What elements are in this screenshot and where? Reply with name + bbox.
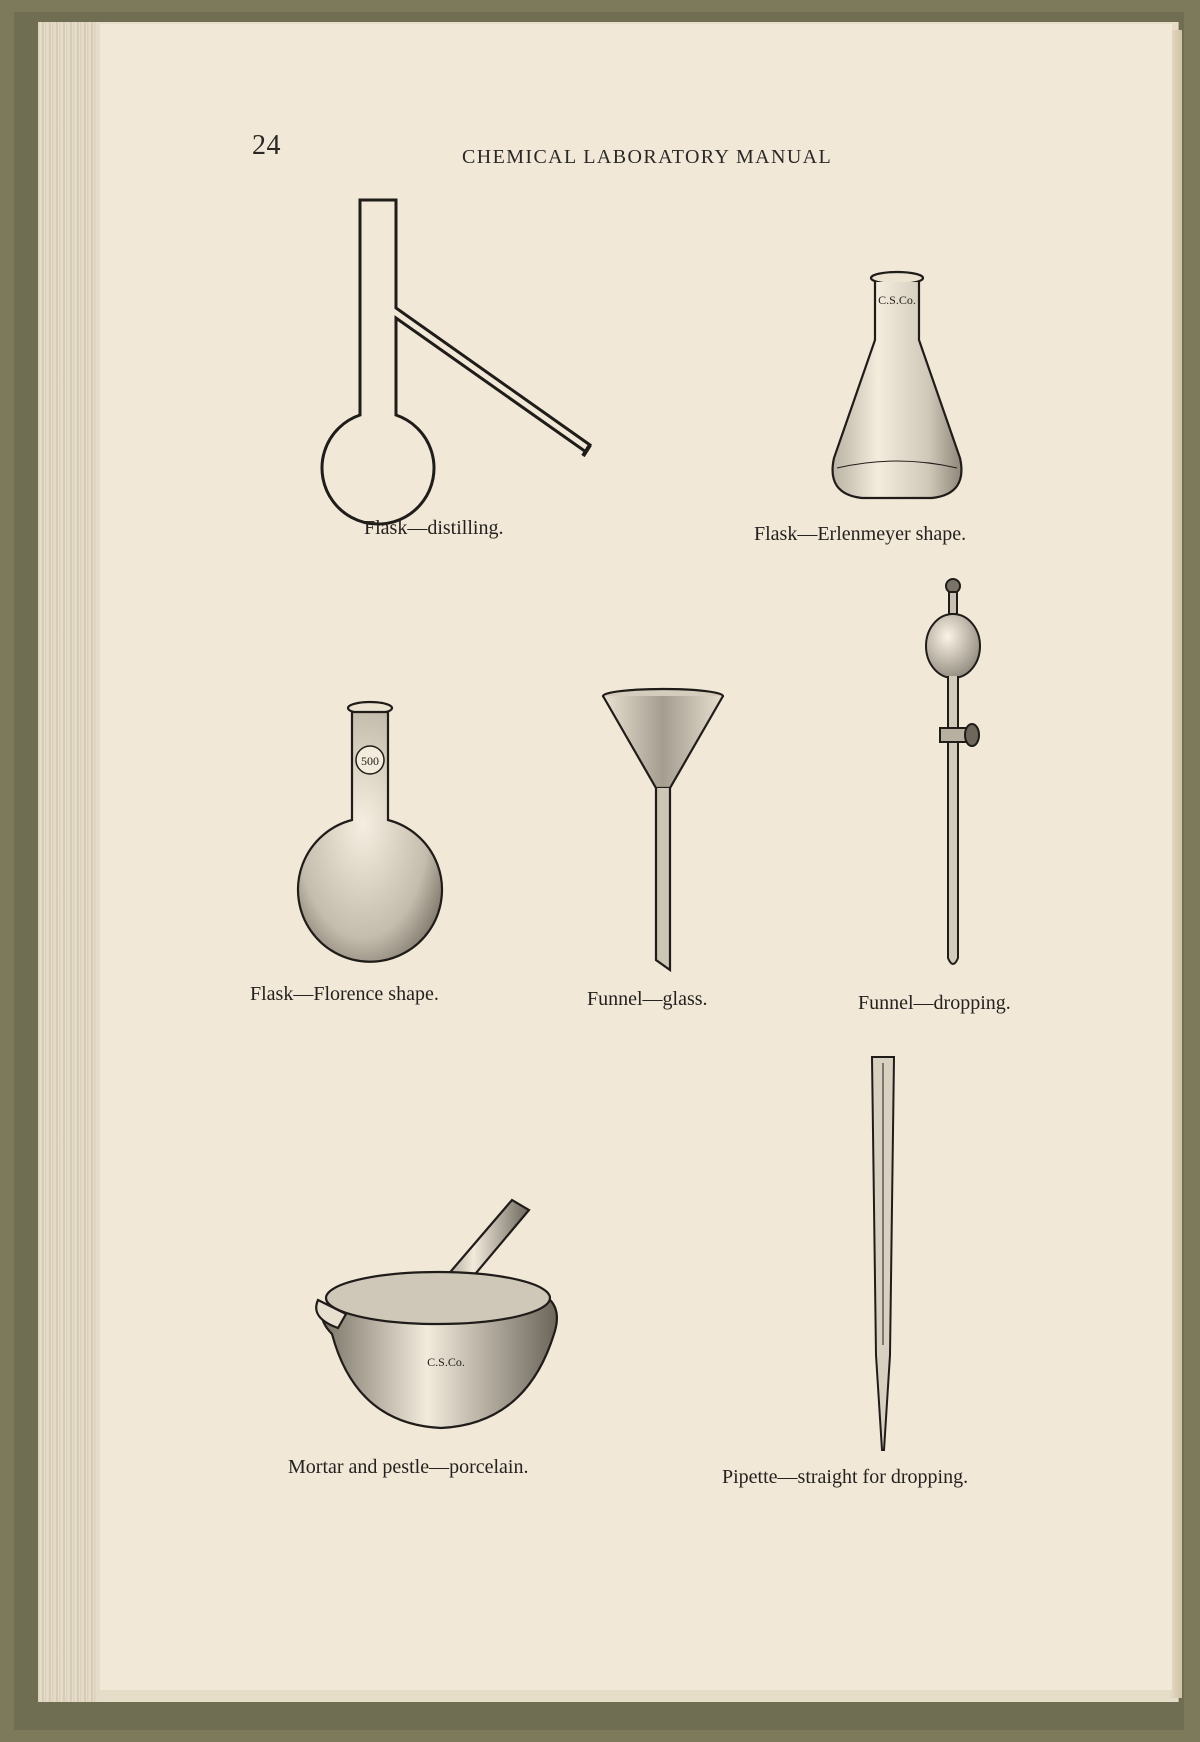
glass-funnel-illustration bbox=[600, 688, 730, 978]
dropping-funnel-illustration bbox=[920, 578, 996, 978]
caption-florence-flask: Flask—Florence shape. bbox=[250, 983, 439, 1005]
florence-flask-illustration bbox=[290, 700, 460, 970]
mortar-pestle-illustration bbox=[316, 1198, 566, 1438]
page-number: 24 bbox=[252, 130, 281, 161]
distilling-flask-illustration bbox=[300, 190, 600, 510]
mortar-mark: C.S.Co. bbox=[427, 1355, 465, 1369]
caption-glass-funnel: Funnel—glass. bbox=[587, 988, 708, 1010]
caption-pipette: Pipette—straight for dropping. bbox=[722, 1466, 969, 1488]
pipette-illustration bbox=[868, 1055, 898, 1455]
florence-mark: 500 bbox=[361, 754, 379, 768]
caption-dropping-funnel: Funnel—dropping. bbox=[858, 992, 1011, 1014]
running-head: CHEMICAL LABORATORY MANUAL bbox=[462, 146, 833, 168]
caption-distilling-flask: Flask—distilling. bbox=[364, 517, 504, 539]
caption-mortar-pestle: Mortar and pestle—porcelain. bbox=[288, 1456, 529, 1478]
erlenmeyer-mark: C.S.Co. bbox=[878, 293, 916, 307]
caption-erlenmeyer-flask: Flask—Erlenmeyer shape. bbox=[754, 523, 967, 545]
erlenmeyer-flask-illustration bbox=[812, 268, 982, 508]
